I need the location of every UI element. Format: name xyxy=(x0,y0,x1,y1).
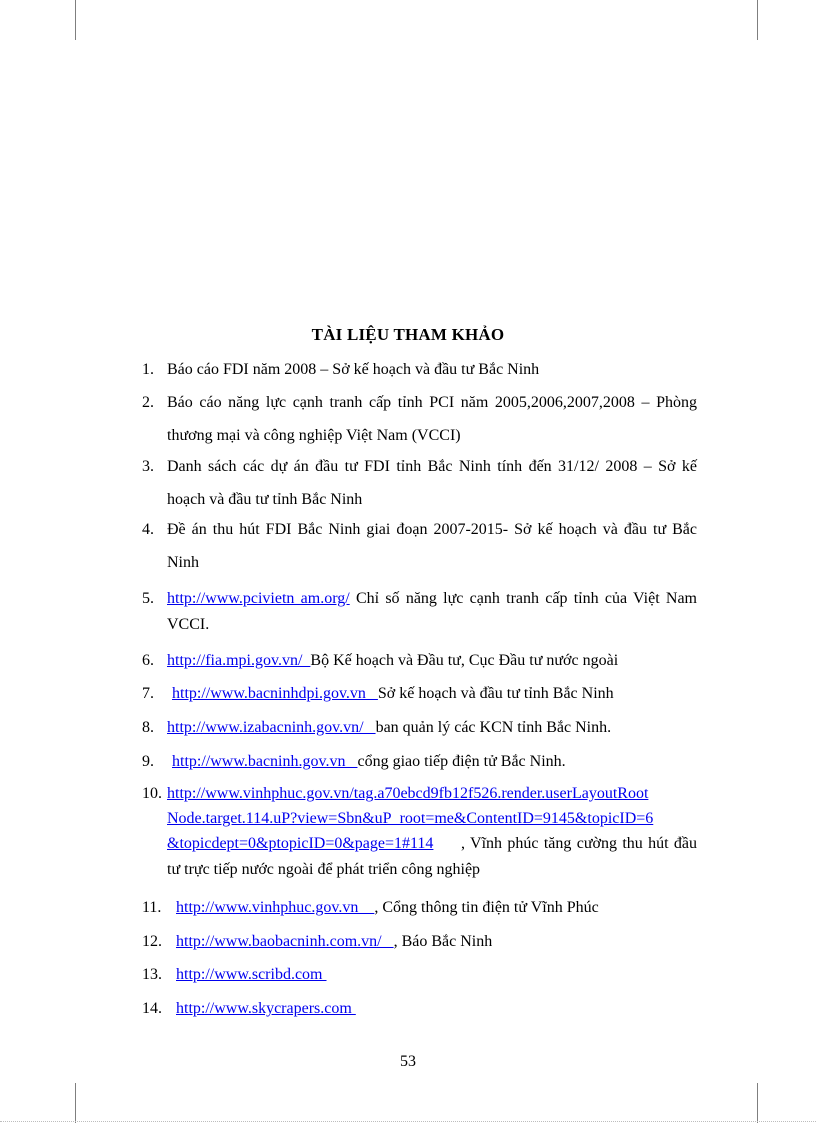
reference-number: 6. xyxy=(142,652,154,669)
reference-number: 14. xyxy=(142,1000,162,1017)
reference-link[interactable]: http://www.izabacninh.gov.vn/ xyxy=(167,719,376,736)
reference-text xyxy=(176,992,697,1025)
reference-number: 12. xyxy=(142,933,162,950)
reference-text: http://www.vinhphuc.gov.vn , Cổng thông tin điện tử Vĩnh Phúc xyxy=(176,899,599,916)
page-title: TÀI LIỆU THAM KHẢO xyxy=(311,325,505,344)
reference-link[interactable]: http://www.vinhphuc.gov.vn xyxy=(176,899,375,916)
reference-number: 8. xyxy=(142,719,154,736)
reference-text: , Vĩnh phúc tăng cường thu hút đầu tư trực tiếp nước ngoài để phát triển công nghiệp xyxy=(167,835,697,878)
reference-item-13 xyxy=(142,958,697,991)
reference-number: 2. xyxy=(142,394,154,411)
reference-text: http://www.bacninhdpi.gov.vn Sở kế hoạch và đầu tư tỉnh Bắc Ninh xyxy=(172,685,614,702)
crop-mark-bottom-right xyxy=(757,1083,758,1123)
reference-item-3 xyxy=(142,450,697,516)
reference-link[interactable]: http://fia.mpi.gov.vn/ xyxy=(167,652,311,669)
reference-item-14 xyxy=(142,992,697,1025)
crop-mark-top-left xyxy=(75,0,76,40)
reference-text: http://www.bacninh.gov.vn cổng giao tiếp điện tử Bắc Ninh. xyxy=(172,753,566,770)
reference-number: 7. xyxy=(142,685,154,702)
page-number: 53 xyxy=(400,1053,416,1070)
reference-number: 1. xyxy=(142,361,154,378)
reference-item-6 xyxy=(142,644,697,677)
reference-number: 4. xyxy=(142,521,154,538)
reference-text: http://www.izabacninh.gov.vn/ ban quản lý các KCN tỉnh Bắc Ninh. xyxy=(167,719,612,736)
reference-text: Báo cáo FDI năm 2008 – Sở kế hoạch và đầu tư Bắc Ninh xyxy=(167,361,540,378)
reference-text: http://fia.mpi.gov.vn/ Bộ Kế hoạch và Đầu tư, Cục Đầu tư nước ngoài xyxy=(167,652,619,669)
reference-item-9 xyxy=(142,745,697,778)
reference-item-8 xyxy=(142,711,697,744)
reference-item-12 xyxy=(142,925,697,958)
page-bottom-border xyxy=(0,1121,816,1122)
reference-link[interactable]: http://www.vinhphuc.gov.vn/tag.a70ebcd9fb12f526.render.userLayoutRoot Node.target.114.uP?view=Sbn&uP_root=me&ContentID=9145&topicID=6 &topicdept=0&ptopicID=0&page=1#114 xyxy=(167,785,654,852)
reference-item-4 xyxy=(142,513,697,579)
reference-number: 9. xyxy=(142,753,154,770)
reference-text: Báo cáo năng lực cạnh tranh cấp tỉnh PCI năm 2005,2006,2007,2008 – Phòng thương mại và công nghiệp Việt Nam (VCCI) xyxy=(167,394,697,444)
reference-text xyxy=(176,958,697,991)
reference-text: http://www.pcivietn am.org/ Chỉ số năng lực cạnh tranh cấp tỉnh của Việt Nam VCCI. xyxy=(167,590,698,633)
reference-number: 10. xyxy=(142,785,162,802)
reference-text: Đề án thu hút FDI Bắc Ninh giai đoạn 2007-2015- Sở kế hoạch và đầu tư Bắc Ninh xyxy=(167,521,697,571)
reference-number: 5. xyxy=(142,590,154,607)
reference-item-11 xyxy=(142,891,697,924)
reference-link[interactable]: http://www.skycrapers.com xyxy=(176,1000,356,1017)
reference-link[interactable]: http://www.bacninh.gov.vn xyxy=(172,753,358,770)
reference-item-1 xyxy=(142,353,697,386)
reference-text: Danh sách các dự án đầu tư FDI tỉnh Bắc Ninh tính đến 31/12/ 2008 – Sở kế hoạch và đầu tư tỉnh Bắc Ninh xyxy=(167,458,697,508)
reference-item-2 xyxy=(142,386,697,452)
reference-item-10-continuation xyxy=(142,831,697,883)
crop-mark-bottom-left xyxy=(75,1083,76,1123)
reference-link[interactable]: http://www.baobacninh.com.vn/ xyxy=(176,933,394,950)
reference-item-7 xyxy=(142,677,697,710)
reference-number: 11. xyxy=(142,899,162,916)
reference-item-5 xyxy=(142,586,697,638)
reference-number: 13. xyxy=(142,966,162,983)
reference-text: http://www.baobacninh.com.vn/ , Báo Bắc Ninh xyxy=(176,933,493,950)
reference-link[interactable]: http://www.pcivietn am.org/ xyxy=(167,590,350,607)
reference-link[interactable]: http://www.scribd.com xyxy=(176,966,327,983)
reference-link[interactable]: http://www.bacninhdpi.gov.vn xyxy=(172,685,378,702)
crop-mark-top-right xyxy=(757,0,758,40)
reference-number: 3. xyxy=(142,458,154,475)
